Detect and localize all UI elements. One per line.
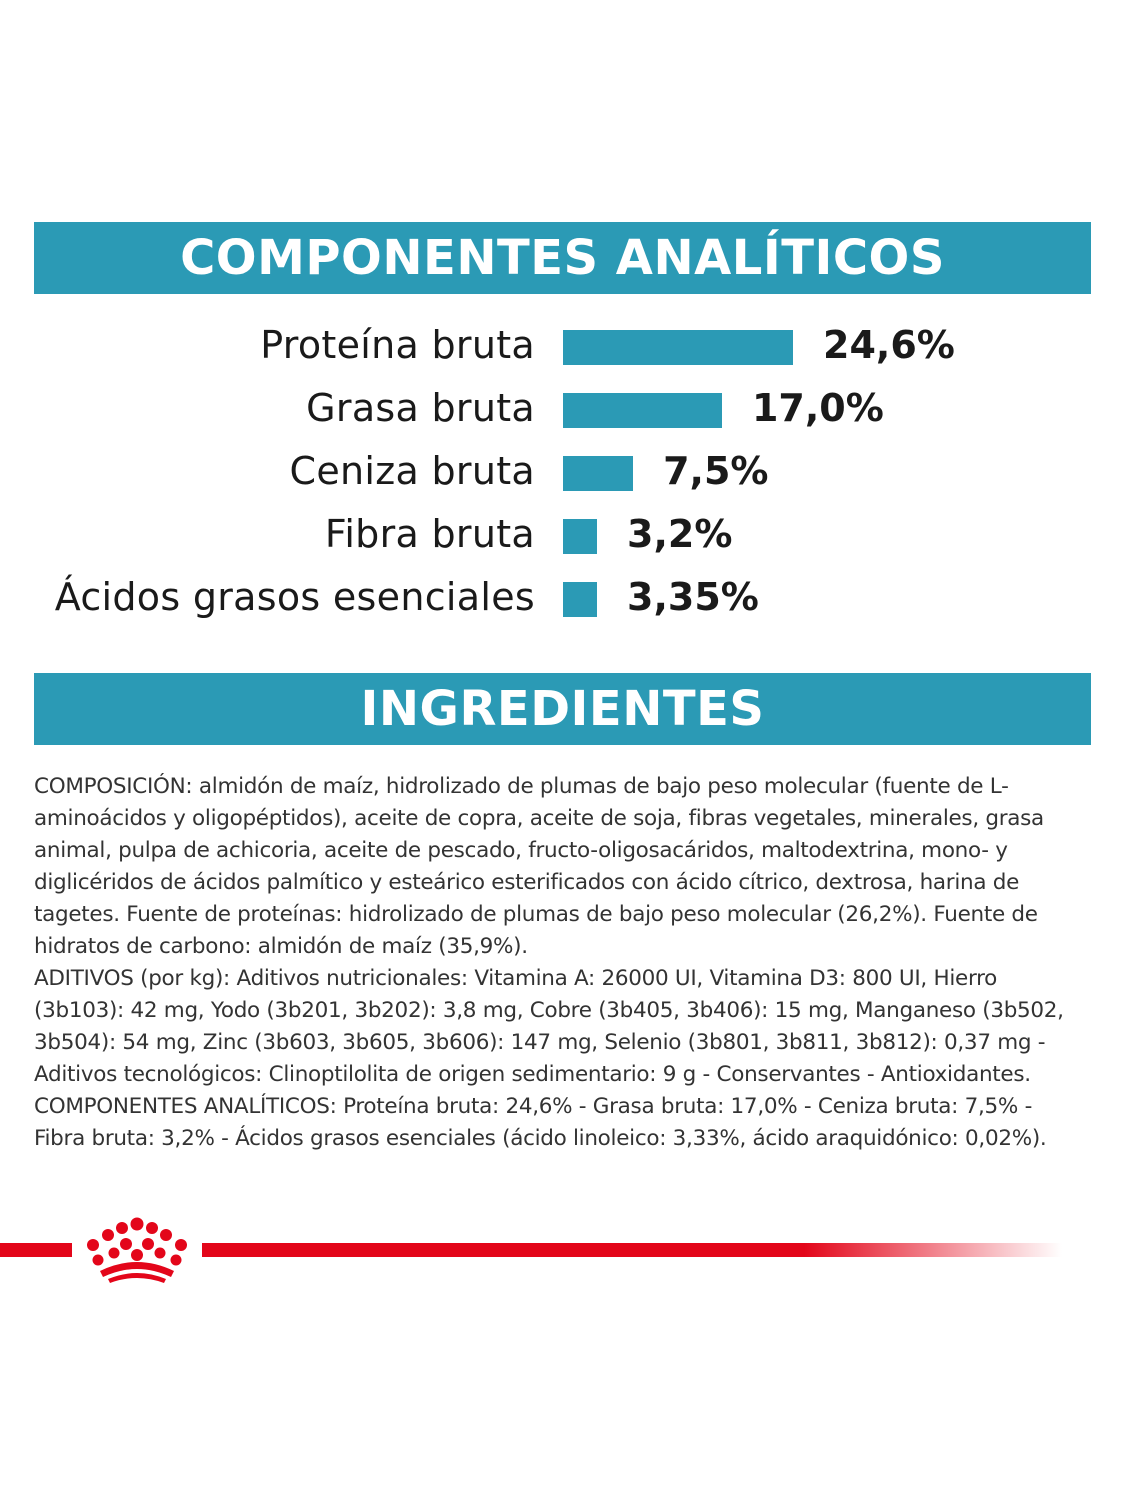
analytical-paragraph: COMPONENTES ANALÍTICOS: Proteína bruta: 24,6% - Grasa bruta: 17,0% - Ceniza bruta: 7,5% - Fibra bruta: 3,2% - Ácidos grasos esenciales (ácido linoleico: 3,33%, ácido araquidónico: 0,02%). [34, 1094, 1047, 1151]
chart-row [0, 446, 1125, 496]
analytics-banner [34, 222, 1091, 294]
bar-label: Grasa bruta [306, 386, 535, 430]
brand-line-left [0, 1243, 72, 1257]
bar-label: Ceniza bruta [289, 449, 535, 493]
bar [563, 519, 597, 554]
bar-label: Proteína bruta [260, 323, 535, 367]
bar-value-label: 3,2% [627, 512, 733, 556]
composition-paragraph: COMPOSICIÓN: almidón de maíz, hidrolizado de plumas de bajo peso molecular (fuente de L-aminoácidos y oligopéptidos), aceite de copra, aceite de soja, fibras vegetales, minerales, grasa animal, pulpa de achicoria, aceite de pescado, fructo-oligosacáridos, maltodextrina, mono- y diglicéridos de ácidos palmítico y esteárico esterificados con ácido cítrico, dextrosa, harina de tagetes. Fuente de proteínas: hidrolizado de plumas de bajo peso molecular (26,2%). Fuente de hidratos de carbono: almidón de maíz (35,9%). [34, 774, 1044, 959]
brand-strip [0, 1215, 1125, 1285]
chart-row [0, 509, 1125, 559]
chart-row [0, 320, 1125, 370]
bar-value-label: 7,5% [663, 449, 769, 493]
bar [563, 393, 722, 428]
bar-value-label: 17,0% [751, 386, 884, 430]
ingredients-text [34, 771, 1084, 1155]
chart-row [0, 572, 1125, 622]
bar-label: Ácidos grasos esenciales [54, 575, 535, 619]
bar-value-label: 24,6% [823, 323, 955, 367]
analytics-chart [0, 320, 1125, 640]
brand-line-right [202, 1243, 1062, 1257]
additives-paragraph: ADITIVOS (por kg): Aditivos nutricionales: Vitamina A: 26000 UI, Vitamina D3: 800 UI, Hierro (3b103): 42 mg, Yodo (3b201, 3b202): 3,8 mg, Cobre (3b405, 3b406): 15 mg, Manganeso (3b502, 3b504): 54 mg, Zinc (3b603, 3b605, 3b606): 147 mg, Selenio (3b801, 3b811, 3b812): 0,37 mg - Aditivos tecnológicos: Clinoptilolita de origen sedimentario: 9 g - Conservantes - Antioxidantes. [34, 966, 1064, 1087]
ingredients-banner [34, 673, 1091, 745]
bar [563, 330, 793, 365]
bar [563, 456, 633, 491]
analytics-title: COMPONENTES ANALÍTICOS [180, 230, 945, 286]
ingredients-title: INGREDIENTES [360, 681, 765, 737]
bar-value-label: 3,35% [627, 575, 759, 619]
bar [563, 582, 597, 617]
royal-crown-icon [78, 1215, 196, 1285]
chart-row [0, 383, 1125, 433]
bar-label: Fibra bruta [324, 512, 535, 556]
